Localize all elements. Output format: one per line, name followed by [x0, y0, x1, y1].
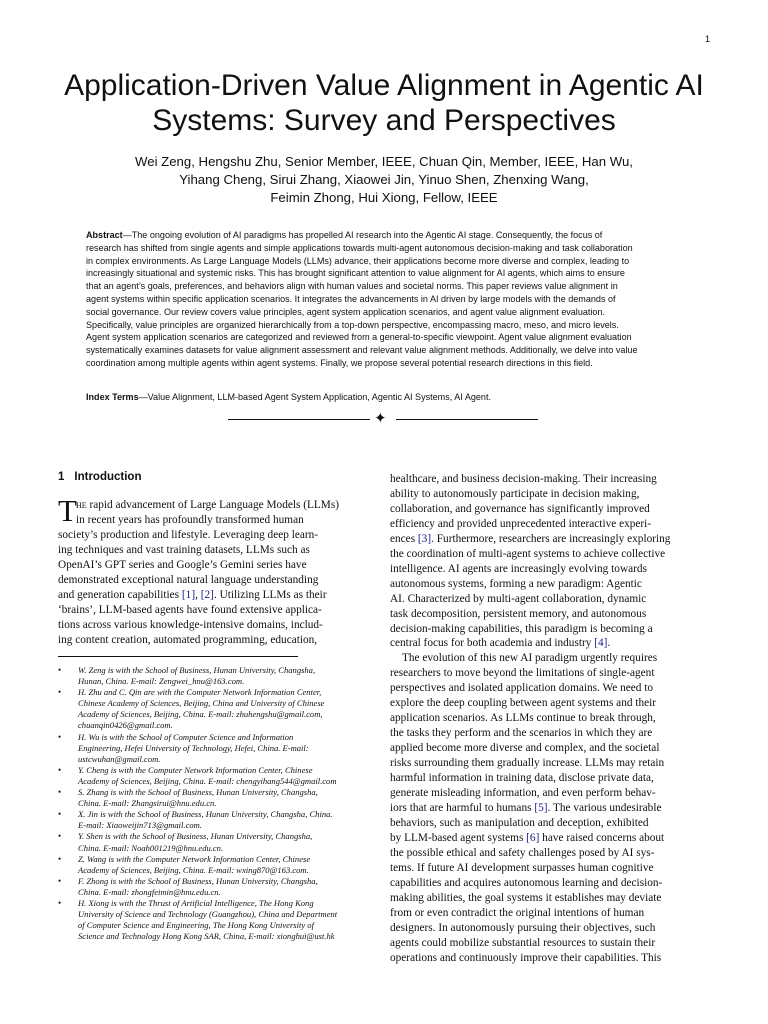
body-line: by LLM-based agent systems [6] have raised concerns about	[390, 831, 665, 844]
citation-link[interactable]: [5]	[534, 801, 548, 814]
body-line: operations and continuously improve their capabilities. This	[390, 951, 662, 964]
footnote-item	[58, 831, 378, 853]
footnote-line: H. Xiong is with the Thrust of Artificial Intelligence, The Hong Kong	[78, 897, 314, 908]
body-line: explore the deep coupling between agent systems and their	[390, 697, 657, 710]
abstract-line: systematically examines datasets for value alignment assessment and relevant value alignment methods. Additionally, we delve into value	[86, 345, 638, 356]
footnote-rule	[58, 656, 298, 657]
body-line: capabilities and acquires autonomous learning and decision-	[390, 876, 663, 889]
body-line: risks surrounding them gradually increase. LLMs may retain	[390, 757, 665, 770]
body-line: ing techniques and vast training datasets, LLMs such as	[58, 543, 310, 556]
body-line: researchers to move beyond the limitations of single-agent	[390, 667, 655, 680]
footnote-item	[58, 732, 378, 765]
footnote-line: Hunan, China. E-mail: Zengwei_hnu@163.com.	[78, 676, 245, 687]
body-line: ability to autonomously participate in decision making,	[390, 487, 640, 500]
body-line: tions across various knowledge-intensive domains, includ-	[58, 618, 323, 631]
index-terms	[86, 392, 688, 402]
footnote-item	[58, 765, 378, 787]
body-line: applied become more diverse and complex, and the societal	[390, 742, 660, 755]
body-line: ences [3]. Furthermore, researchers are increasingly exploring	[390, 532, 671, 545]
abstract-line: research has shifted from single agents and simple applications towards multi-agent autonomous decision-making and task collaboration	[86, 242, 633, 253]
body-line: he rapid advancement of Large Language Models (LLMs)	[76, 499, 339, 511]
footnote-line: E-mail: Xiaoweijin713@gmail.com.	[78, 820, 202, 831]
footnote-item	[58, 787, 378, 809]
footnote-line: Y. Cheng is with the Computer Network Information Center, Chinese	[78, 764, 313, 775]
footnote-line: chuanqin0426@gmail.com.	[78, 720, 173, 731]
body-line: from or even contradict the original intentions of human	[390, 906, 645, 919]
footnote-line: Academy of Sciences, Beijing, China. E-mail: wxing870@163.com.	[78, 864, 309, 875]
citation-link[interactable]: [2]	[200, 588, 214, 601]
footnote-item	[58, 665, 378, 687]
body-line: ing content creation, automated programming, education,	[58, 633, 318, 646]
body-line: intelligence. AI agents are increasingly evolving towards	[390, 562, 647, 575]
footnote-line: Chinese Academy of Sciences, Beijing, China and University of Chinese	[78, 698, 325, 709]
index-terms-text: —Value Alignment, LLM-based Agent System Application, Agentic AI Systems, AI Agent.	[138, 392, 491, 402]
body-line: tems. If future AI development surpasses human cognitive	[390, 861, 654, 874]
bullet-icon: •	[58, 831, 62, 842]
body-line: harmful information in training data, disclose private data,	[390, 772, 654, 785]
citation-link[interactable]: [6]	[526, 831, 540, 844]
body-line: ‘brains’, LLM-based agents have found extensive applica-	[58, 603, 322, 616]
body-line: the tasks they perform and the scenarios in which they are	[390, 727, 653, 740]
body-line: task decomposition, persistent memory, and autonomous	[390, 607, 647, 620]
body-line: application scenarios. As LLMs continue to break through,	[390, 712, 656, 725]
divider-line-right	[396, 419, 538, 420]
abstract-line: agent systems within specific application scenarios. It integrates the advancements in AI driven by large models with the demands of	[86, 293, 616, 304]
body-line: healthcare, and business decision-making. Their increasing	[390, 473, 657, 485]
abstract-line: increasingly situational and systemic risks. This has brought significant attention to value alignment for AI agents, which aims to ensure	[86, 268, 625, 279]
body-line: efficiency and provided unprecedented interactive experi-	[390, 517, 652, 530]
body-line: demonstrated exceptional natural language understanding	[58, 573, 319, 586]
footnote-line: China. E-mail: Zhangsirui@hnu.edu.cn.	[78, 798, 217, 809]
footnote-item	[58, 876, 378, 898]
body-line: iors that are harmful to humans [5]. The various undesirable	[390, 801, 662, 814]
footnote-line: China. E-mail: zhongfeimin@hnu.edu.cn.	[78, 886, 221, 897]
bullet-icon: •	[58, 809, 62, 820]
body-line: AI. Characterized by multi-agent collaboration, dynamic	[390, 592, 647, 605]
citation-link[interactable]: [3]	[417, 532, 432, 545]
index-terms-label: Index Terms	[86, 392, 139, 402]
bullet-icon: •	[58, 665, 62, 675]
section-heading	[58, 471, 141, 483]
body-line: behaviors, such as manipulation and deception, exhibited	[390, 816, 649, 829]
bullet-icon: •	[58, 731, 62, 742]
abstract-line: social governance. Our review covers value principles, agent system application scenarios, and agent value alignment evaluation.	[86, 306, 605, 317]
body-line: agents could mobilize substantial resources to sustain their	[390, 936, 656, 949]
paper-title	[40, 68, 728, 138]
body-line: The evolution of this new AI paradigm urgently requires	[402, 652, 658, 665]
small-caps-word: he	[76, 499, 87, 511]
drop-cap: T	[58, 493, 77, 528]
abstract-line: Specifically, value principles are organized hierarchically from a top-down perspective, encompassing macro, meso, and micro levels.	[86, 319, 619, 330]
footnote-line: of Computer Science and Engineering, The Hong Kong University of	[78, 920, 314, 931]
bullet-icon: •	[58, 787, 62, 798]
footnote-line: ustcwuhan@gmail.com.	[78, 753, 161, 764]
citation-link[interactable]: [4]	[594, 637, 608, 650]
footnote-line: F. Zhong is with the School of Business, Hunan University, Changsha,	[78, 875, 318, 886]
body-line: and generation capabilities [1], [2]. Utilizing LLMs as their	[58, 588, 327, 601]
abstract-line: Agent system application scenarios are categorized and reviewed from a general-to-specific viewpoint. Agent value alignment evaluation	[86, 332, 632, 343]
footnote-item	[58, 809, 378, 831]
citation-link[interactable]: [1]	[181, 588, 196, 601]
footnote-line: H. Wu is with the School of Computer Science and Information	[78, 731, 294, 742]
bullet-icon: •	[58, 897, 62, 908]
divider-ornament-icon: ✦	[374, 409, 387, 427]
body-line: perspectives and isolated application domains. We need to	[390, 682, 654, 695]
abstract-line: Abstract—The ongoing evolution of AI paradigms has propelled AI research into the Agentic AI stage. Consequently, the focus of	[86, 230, 603, 240]
section-divider	[228, 409, 538, 427]
section-number: 1	[58, 471, 65, 483]
divider-line-left	[228, 419, 370, 420]
footnote-item	[58, 687, 378, 731]
footnote-line: University of Science and Technology (Guangzhou), China and Department	[78, 909, 338, 920]
title-line: Systems: Survey and Perspectives	[152, 104, 616, 137]
section-title: Introduction	[74, 471, 142, 483]
footnotes	[58, 665, 378, 942]
body-line: the coordination of multi-agent systems to achieve collective	[390, 547, 666, 560]
footnote-line: Y. Shen is with the School of Business, Hunan University, Changsha,	[78, 831, 313, 842]
footnote-line: Science and Technology Hong Kong SAR, China, E-mail: xionghui@ust.hk	[78, 931, 335, 942]
body-line: making abilities, the goal systems it establishes may deviate	[390, 891, 662, 904]
body-line: designers. In autonomously pursuing their objectives, such	[390, 921, 656, 934]
body-line: decision-making capabilities, this paradigm is becoming a	[390, 622, 653, 635]
footnote-line: Z. Wang is with the Computer Network Information Center, Chinese	[78, 853, 311, 864]
body-line: generate misleading information, and even perform behav-	[390, 787, 656, 800]
footnote-line: X. Jin is with the School of Business, Hunan University, Changsha, China.	[78, 809, 333, 820]
body-line: autonomous systems, forming a new paradigm: Agentic	[390, 577, 642, 590]
author-line: Yihang Cheng, Sirui Zhang, Xiaowei Jin, Yinuo Shen, Zhenxing Wang,	[179, 172, 589, 187]
author-line: Feimin Zhong, Hui Xiong, Fellow, IEEE	[270, 190, 498, 205]
abstract	[86, 229, 688, 370]
footnote-line: Engineering, Hefei University of Technology, Hefei, China. E-mail:	[78, 742, 309, 753]
body-line: collaboration, and governance has significantly improved	[390, 502, 650, 515]
page-number: 1	[704, 34, 710, 44]
body-line: central focus for both academia and industry [4].	[390, 637, 611, 650]
bullet-icon: •	[58, 687, 62, 698]
author-list	[60, 153, 708, 207]
footnote-line: W. Zeng is with the School of Business, Hunan University, Changsha,	[78, 665, 316, 675]
abstract-label: Abstract	[86, 230, 123, 240]
title-line: Application-Driven Value Alignment in Agentic AI	[64, 69, 704, 102]
body-line: in recent years has profoundly transformed human	[76, 513, 304, 526]
footnote-line: Academy of Sciences, Beijing, China. E-mail: zhuhengshu@gmail.com,	[78, 709, 323, 720]
footnote-line: H. Zhu and C. Qin are with the Computer Network Information Center,	[78, 687, 322, 698]
body-line: OpenAI’s GPT series and Google’s Gemini series have	[58, 558, 307, 571]
bullet-icon: •	[58, 764, 62, 775]
abstract-line: in complex environments. As Large Language Models (LLMs) advance, their applications become more diverse and complex, leading to	[86, 255, 630, 266]
left-column-body	[58, 498, 378, 648]
body-line: the possible ethical and safety challenges posed by AI sys-	[390, 846, 655, 859]
abstract-line: that an agent’s goals, preferences, and behaviors align with human values and societal norms. This paper reviews value alignment in	[86, 281, 618, 292]
abstract-line: coordination among multiple agents within agent systems. Finally, we propose several potential research directions in this field.	[86, 357, 593, 368]
bullet-icon: •	[58, 853, 62, 864]
footnote-item	[58, 898, 378, 942]
body-line: society’s production and lifestyle. Leveraging deep learn-	[58, 528, 319, 541]
bullet-icon: •	[58, 875, 62, 886]
author-line: Wei Zeng, Hengshu Zhu, Senior Member, IEEE, Chuan Qin, Member, IEEE, Han Wu,	[135, 154, 633, 169]
footnote-line: Academy of Sciences, Beijing, China. E-mail: chengyihang544@gmail.com	[78, 775, 337, 786]
footnote-line: S. Zhang is with the School of Business, Hunan University, Changsha,	[78, 787, 318, 798]
footnote-item	[58, 854, 378, 876]
right-column-body	[390, 472, 710, 965]
footnote-line: China. E-mail: Noah001219@hnu.edu.cn.	[78, 842, 224, 853]
